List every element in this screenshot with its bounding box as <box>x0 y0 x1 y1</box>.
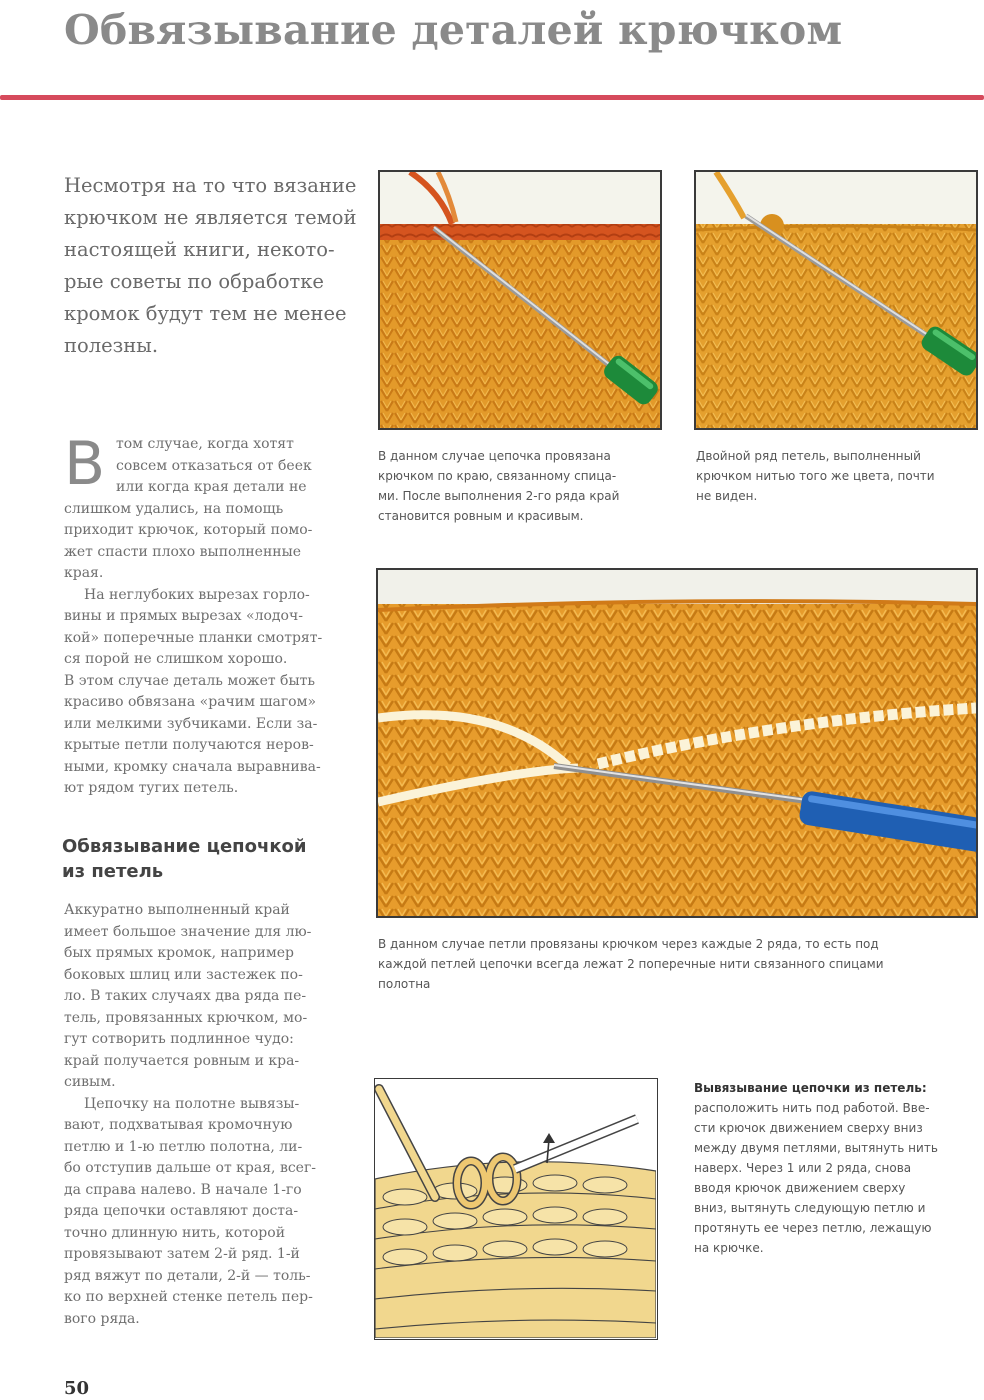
page-title: Обвязывание деталей крючком <box>64 6 843 54</box>
body-line: имеет большое значение для лю- <box>64 923 312 940</box>
body-line: петлю и 1-ю петлю полотна, ли- <box>64 1138 303 1155</box>
caption-line: ми. После выполнения 2-го ряда край <box>378 489 620 503</box>
body-line: боковых шлиц или застежек по- <box>64 966 303 983</box>
caption-line: вниз, вытянуть следующую петлю и <box>694 1201 926 1215</box>
caption-line: В данном случае цепочка провязана <box>378 449 611 463</box>
caption-photo-2 <box>696 446 976 506</box>
body-line: сивым. <box>64 1074 116 1090</box>
body-line: или когда края детали не <box>116 479 307 495</box>
body-line: приходит крючок, который помо- <box>64 522 313 538</box>
caption-line: В данном случае петли провязаны крючком через каждые 2 ряда, то есть под <box>378 937 879 951</box>
caption-diagram <box>694 1078 978 1258</box>
body-line: ко по верхней стенке петель пер- <box>64 1289 313 1305</box>
intro-line: крючком не является темой <box>64 206 357 229</box>
intro-line: Несмотря на то что вязание <box>64 174 357 197</box>
photo-crochet-edge-red <box>378 170 662 430</box>
body-line: На неглубоких вырезах горло- <box>84 586 310 603</box>
title-rule-bar <box>0 95 984 100</box>
body-line: ло. В таких случаях два ряда пе- <box>64 988 307 1004</box>
body-line: В этом случае деталь может быть <box>64 672 315 689</box>
body-line: провязывают затем 2-й ряд. 1-й <box>64 1246 300 1262</box>
body-line: края. <box>64 565 104 581</box>
caption-line: наверх. Через 1 или 2 ряда, снова <box>694 1161 912 1175</box>
body-line: кой» поперечные планки смотрят- <box>64 629 323 646</box>
diagram-chain-stitch <box>374 1078 658 1340</box>
section-heading-line: Обвязывание цепочкой <box>62 836 307 857</box>
body-line: бо отступив дальше от края, всег- <box>64 1160 317 1176</box>
caption-line: крючком по краю, связанному спица- <box>378 469 617 483</box>
body-line: совсем отказаться от беек <box>116 457 312 474</box>
body-line: жет спасти плохо выполненные <box>64 543 302 560</box>
body-line: слишком удались, на помощь <box>64 500 284 517</box>
body-line: вают, подхватывая кромочную <box>64 1117 293 1133</box>
intro-line: кромок будут тем не менее <box>64 302 347 325</box>
body-line: Цепочку на полотне вывязы- <box>84 1095 300 1112</box>
body-line: тель, провязанных крючком, мо- <box>64 1009 308 1026</box>
body-line: вины и прямых вырезах «лодоч- <box>64 608 303 624</box>
body-line: край получается ровным и кра- <box>64 1052 300 1069</box>
photo-chain-stitch-white-yarn <box>376 568 978 918</box>
body-line: ными, кромку сначала выравнива- <box>64 758 321 775</box>
caption-line: Двойной ряд петель, выполненный <box>696 449 921 463</box>
intro-paragraph <box>64 170 357 362</box>
caption-line: полотна <box>378 977 431 991</box>
body-paragraph-1 <box>64 429 346 800</box>
caption-line: на крючке. <box>694 1241 764 1255</box>
body-line: или мелкими зубчиками. Если за- <box>64 715 318 732</box>
caption-photo-1 <box>378 446 668 526</box>
section-heading <box>62 834 352 884</box>
body-line: бых прямых кромок, например <box>64 945 294 961</box>
body-line: ют рядом тугих петель. <box>64 780 239 796</box>
section-heading-line: из петель <box>62 861 164 882</box>
body-line: да справа налево. В начале 1-го <box>64 1181 302 1198</box>
body-line: вого ряда. <box>64 1310 140 1327</box>
caption-line: каждой петлей цепочки всегда лежат 2 поперечные нити связанного спицами <box>378 957 884 971</box>
body-line: ряда цепочки оставляют доста- <box>64 1203 299 1219</box>
intro-line: полезны. <box>64 334 159 357</box>
body-line: гут сотворить подлинное чудо: <box>64 1031 294 1047</box>
body-line: ся порой не слишком хорошо. <box>64 651 288 667</box>
caption-line: сти крючок движением сверху вниз <box>694 1121 923 1135</box>
body-paragraph-2 <box>64 900 346 1330</box>
body-line: красиво обвязана «рачим шагом» <box>64 694 317 710</box>
body-line: Аккуратно выполненный край <box>64 902 290 918</box>
caption-diagram-title: Вывязывание цепочки из петель: <box>694 1081 927 1095</box>
body-line: ряд вяжут по детали, 2-й — толь- <box>64 1267 311 1284</box>
body-line: точно длинную нить, которой <box>64 1224 286 1241</box>
title-rule <box>0 94 984 102</box>
photo-crochet-edge-same-color <box>694 170 978 430</box>
caption-line: не виден. <box>696 489 758 503</box>
drop-cap: В <box>64 429 106 499</box>
caption-line: вводя крючок движением сверху <box>694 1181 906 1195</box>
intro-line: настоящей книги, некото- <box>64 238 335 261</box>
caption-line: крючком нитью того же цвета, почти <box>696 469 935 483</box>
body-line: крытые петли получаются неров- <box>64 737 314 753</box>
caption-line: становится ровным и красивым. <box>378 509 584 523</box>
intro-line: рые советы по обработке <box>64 270 324 293</box>
body-line: том случае, когда хотят <box>116 436 294 452</box>
caption-line: расположить нить под работой. Вве- <box>694 1101 930 1115</box>
caption-line: протянуть ее через петлю, лежащую <box>694 1221 932 1235</box>
caption-line: между двумя петлями, вытянуть нить <box>694 1141 938 1155</box>
page-number: 50 <box>64 1378 90 1399</box>
caption-photo-3 <box>378 934 978 994</box>
